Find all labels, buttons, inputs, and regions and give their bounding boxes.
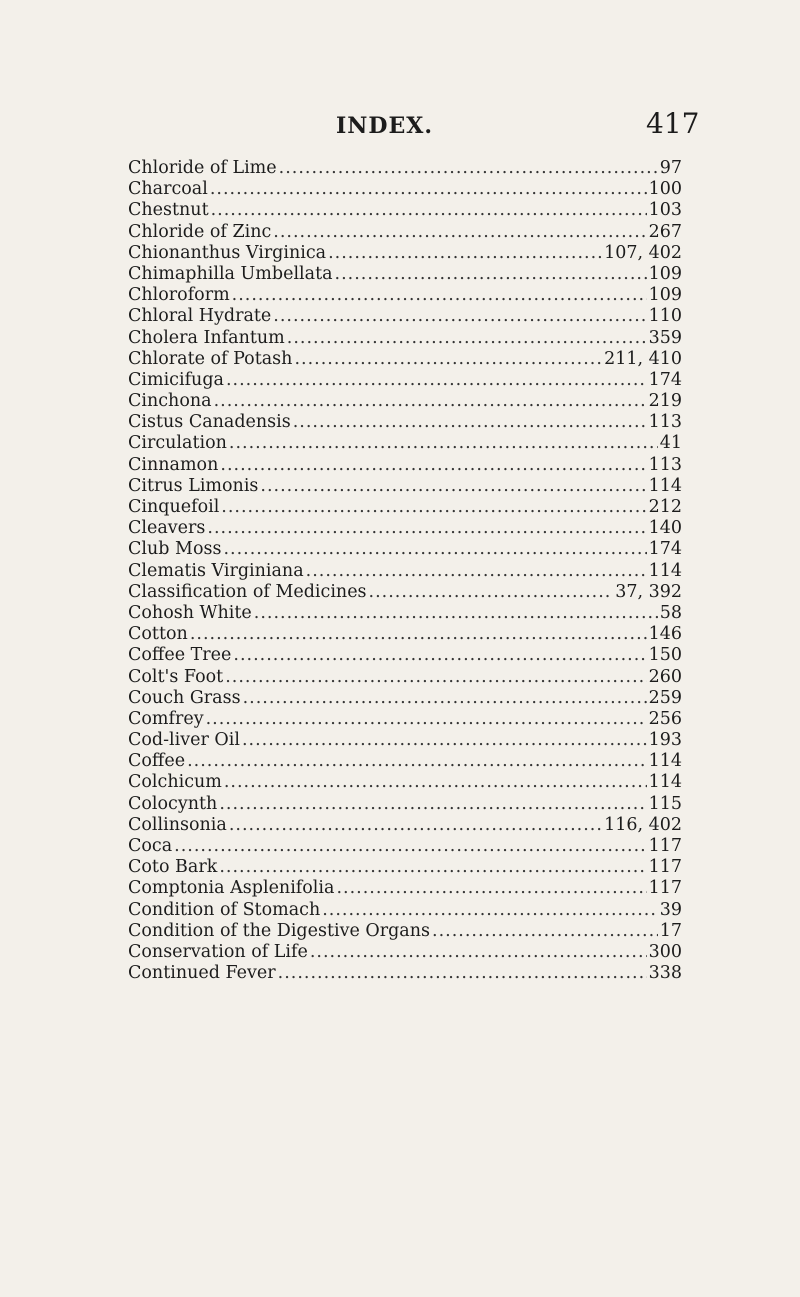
dot-leader xyxy=(273,306,646,327)
index-entry xyxy=(128,667,682,688)
index-entry xyxy=(128,455,682,476)
index-entry-pages: 300 xyxy=(648,941,682,962)
dot-leader xyxy=(229,433,658,454)
index-entry xyxy=(128,857,682,878)
dot-leader xyxy=(190,624,647,645)
index-entry-term: Cistus Canadensis xyxy=(128,412,291,433)
index-entry-pages: 117 xyxy=(648,878,682,899)
page-number: 417 xyxy=(646,107,700,140)
index-entry-pages: 113 xyxy=(648,454,682,475)
index-entry-pages: 140 xyxy=(648,518,682,539)
index-entry-term: Colchicum xyxy=(128,772,222,793)
dot-leader xyxy=(221,497,646,518)
dot-leader xyxy=(224,772,647,793)
index-entry xyxy=(128,921,682,942)
index-entry-term: Condition of Stomach xyxy=(128,899,321,920)
index-entry-pages: 174 xyxy=(648,369,682,390)
index-entry-term: Cinquefoil xyxy=(128,497,220,517)
dot-leader xyxy=(226,370,647,391)
index-entry xyxy=(128,285,682,306)
index-entry-term: Coffee xyxy=(128,751,186,772)
index-entry-pages: 114 xyxy=(648,751,682,772)
index-entry-pages: 146 xyxy=(648,624,682,645)
index-entry xyxy=(128,688,682,709)
index-entry xyxy=(128,370,682,391)
index-entry-pages: 115 xyxy=(648,793,682,814)
index-entry xyxy=(128,539,682,560)
index-entry-term: Coffee Tree xyxy=(128,645,232,666)
dot-leader xyxy=(294,349,602,370)
dot-leader xyxy=(219,857,646,878)
index-entry xyxy=(128,349,682,370)
index-entry-pages: 41 xyxy=(659,433,682,454)
index-entry-pages: 267 xyxy=(648,221,682,242)
index-entry xyxy=(128,264,682,285)
dot-leader xyxy=(229,815,602,836)
index-entry-pages: 58 xyxy=(659,602,682,623)
index-entry xyxy=(128,518,682,539)
dot-leader xyxy=(335,264,647,285)
index-entry xyxy=(128,222,682,243)
dot-leader xyxy=(260,476,646,497)
dot-leader xyxy=(293,412,647,433)
index-entry-pages: 100 xyxy=(648,179,682,200)
index-entry-pages: 114 xyxy=(648,772,682,793)
index-entry-list xyxy=(128,158,682,984)
index-entry-term: Chimaphilla Umbellata xyxy=(128,263,333,284)
index-entry-term: Classification of Medicines xyxy=(128,581,367,602)
index-entry-pages: 359 xyxy=(648,327,682,348)
index-entry-term: Cohosh White xyxy=(128,602,252,623)
index-entry-pages: 39 xyxy=(659,899,682,920)
index-entry-term: Chlorate of Potash xyxy=(128,348,293,369)
dot-leader xyxy=(220,455,646,476)
index-entry xyxy=(128,815,682,836)
index-entry-term: Continued Fever xyxy=(128,963,276,984)
index-entry-pages: 114 xyxy=(648,475,682,496)
index-entry-pages: 150 xyxy=(648,645,682,666)
index-entry-term: Chestnut xyxy=(128,200,209,221)
index-entry-term: Citrus Limonis xyxy=(128,475,259,496)
index-entry-term: Conservation of Life xyxy=(128,941,308,962)
index-entry xyxy=(128,942,682,963)
dot-leader xyxy=(210,179,647,200)
index-entry-term: Club Moss xyxy=(128,539,222,560)
index-entry-term: Cod-liver Oil xyxy=(128,730,240,751)
index-entry-pages: 174 xyxy=(648,539,682,560)
index-entry-pages: 211, 410 xyxy=(604,348,682,369)
dot-leader xyxy=(310,942,647,963)
index-entry xyxy=(128,794,682,815)
index-entry-term: Chloride of Lime xyxy=(128,158,277,178)
index-entry-term: Cinchona xyxy=(128,391,212,412)
dot-leader xyxy=(232,285,647,306)
dot-leader xyxy=(211,200,647,221)
index-entry-pages: 103 xyxy=(648,200,682,221)
index-entry xyxy=(128,158,682,179)
index-entry-term: Coto Bark xyxy=(128,857,218,878)
index-entry xyxy=(128,603,682,624)
index-entry-term: Coca xyxy=(128,836,173,856)
index-entry-term: Chionanthus Virginica xyxy=(128,242,327,263)
dot-leader xyxy=(273,222,646,243)
index-entry xyxy=(128,243,682,264)
index-entry-pages: 193 xyxy=(648,730,682,751)
dot-leader xyxy=(243,688,647,709)
dot-leader xyxy=(223,539,646,560)
index-entry xyxy=(128,391,682,412)
index-entry xyxy=(128,900,682,921)
index-entry-pages: 113 xyxy=(648,412,682,433)
dot-leader xyxy=(219,794,646,815)
index-entry xyxy=(128,645,682,666)
dot-leader xyxy=(207,518,646,539)
index-entry-pages: 109 xyxy=(648,285,682,306)
page-title: INDEX. xyxy=(336,113,433,139)
index-entry-term: Clematis Virginiana xyxy=(128,560,304,581)
index-entry xyxy=(128,561,682,582)
index-entry xyxy=(128,730,682,751)
index-entry xyxy=(128,200,682,221)
index-entry xyxy=(128,878,682,899)
index-entry-pages: 256 xyxy=(648,708,682,729)
index-entry-pages: 17 xyxy=(659,920,682,941)
index-entry-pages: 219 xyxy=(648,391,682,412)
index-entry-term: Collinsonia xyxy=(128,814,227,835)
dot-leader xyxy=(432,921,658,942)
index-entry-pages: 107, 402 xyxy=(604,242,682,263)
index-entry-pages: 97 xyxy=(659,158,682,178)
dot-leader xyxy=(214,391,647,412)
index-entry xyxy=(128,624,682,645)
index-entry xyxy=(128,328,682,349)
index-entry xyxy=(128,433,682,454)
dot-leader xyxy=(278,963,647,984)
dot-leader xyxy=(328,243,602,264)
index-entry-term: Comfrey xyxy=(128,708,204,729)
index-entry-term: Colocynth xyxy=(128,793,218,814)
index-entry-term: Charcoal xyxy=(128,179,208,200)
index-entry xyxy=(128,306,682,327)
index-entry-pages: 212 xyxy=(648,497,682,517)
dot-leader xyxy=(336,878,646,899)
index-entry xyxy=(128,179,682,200)
dot-leader xyxy=(322,900,657,921)
dot-leader xyxy=(187,751,647,772)
index-entry xyxy=(128,751,682,772)
index-entry-pages: 259 xyxy=(648,687,682,708)
dot-leader xyxy=(254,603,658,624)
index-entry xyxy=(128,836,682,857)
dot-leader xyxy=(242,730,647,751)
dot-leader xyxy=(233,645,646,666)
index-entry-term: Chloral Hydrate xyxy=(128,306,272,327)
index-entry-pages: 117 xyxy=(648,836,682,856)
index-entry xyxy=(128,582,682,603)
index-entry-pages: 338 xyxy=(648,963,682,984)
index-entry xyxy=(128,963,682,984)
index-entry-pages: 109 xyxy=(648,263,682,284)
index-entry-term: Cotton xyxy=(128,624,188,645)
index-entry-term: Cholera Infantum xyxy=(128,327,285,348)
index-entry-term: Cleavers xyxy=(128,518,206,539)
index-entry xyxy=(128,412,682,433)
running-head xyxy=(0,107,800,149)
dot-leader xyxy=(206,709,647,730)
index-entry-term: Colt's Foot xyxy=(128,666,224,687)
dot-leader xyxy=(225,667,646,688)
index-entry xyxy=(128,476,682,497)
index-entry-pages: 260 xyxy=(648,666,682,687)
index-entry-pages: 116, 402 xyxy=(604,814,682,835)
index-entry-pages: 37, 392 xyxy=(615,581,682,602)
index-entry xyxy=(128,772,682,793)
index-entry-term: Cinnamon xyxy=(128,454,219,475)
index-entry-term: Circulation xyxy=(128,433,227,454)
index-entry-pages: 117 xyxy=(648,857,682,878)
index-entry-term: Cimicifuga xyxy=(128,369,224,390)
index-entry xyxy=(128,709,682,730)
dot-leader xyxy=(287,328,647,349)
index-entry xyxy=(128,497,682,518)
dot-leader xyxy=(306,561,647,582)
dot-leader xyxy=(174,836,646,857)
index-entry-term: Couch Grass xyxy=(128,687,241,708)
index-entry-pages: 110 xyxy=(648,306,682,327)
dot-leader xyxy=(279,158,658,179)
dot-leader xyxy=(369,582,614,603)
index-entry-term: Comptonia Asplenifolia xyxy=(128,878,335,899)
index-entry-term: Chloroform xyxy=(128,285,230,306)
index-entry-pages: 114 xyxy=(648,560,682,581)
index-entry-term: Condition of the Digestive Organs xyxy=(128,920,430,941)
index-entry-term: Chloride of Zinc xyxy=(128,221,272,242)
